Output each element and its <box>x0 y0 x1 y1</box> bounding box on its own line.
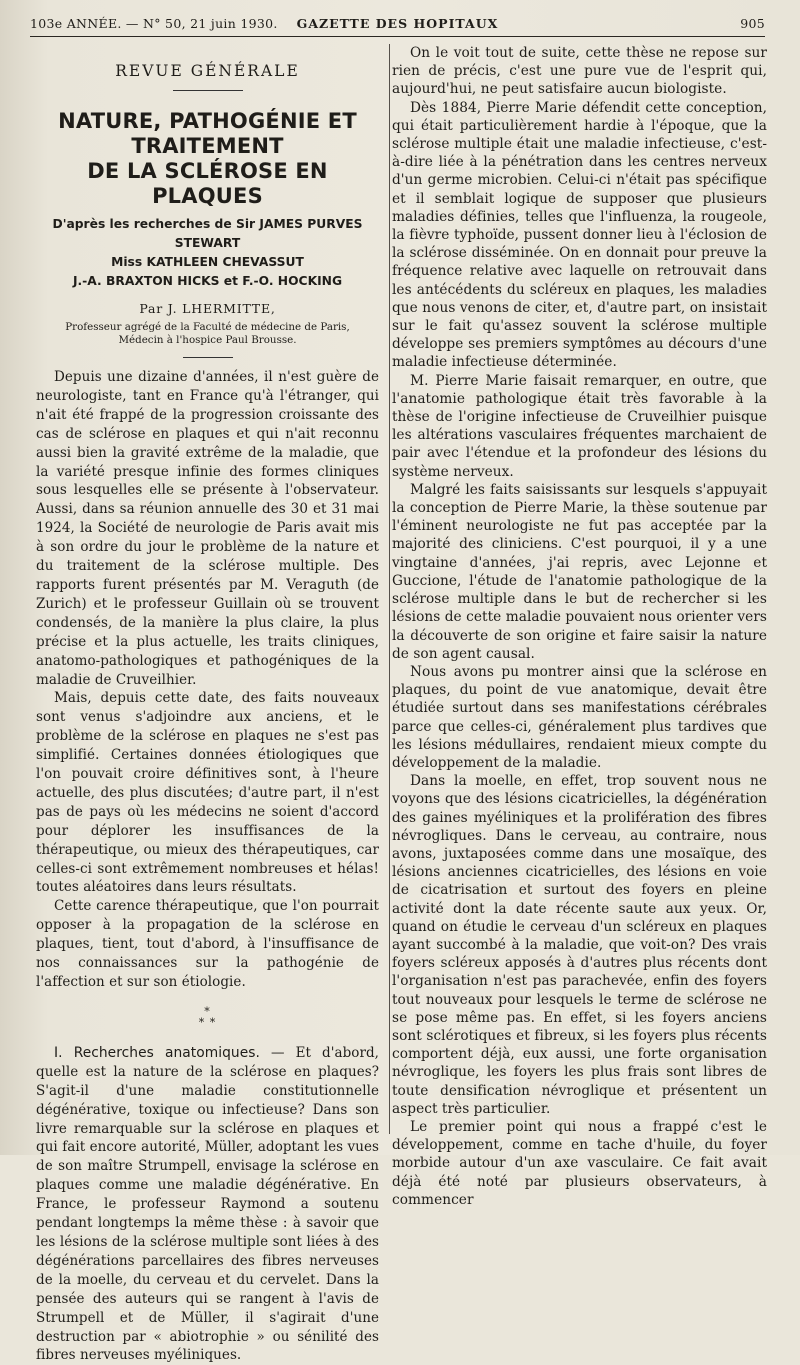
article-title-line-2: DE LA SCLÉROSE EN PLAQUES <box>87 159 328 208</box>
section-rule <box>173 90 243 91</box>
affiliation-line-2: Médecin à l'hospice Paul Brousse. <box>118 334 297 346</box>
running-header <box>30 14 765 34</box>
article-title <box>36 109 379 209</box>
byline-rule <box>183 357 233 358</box>
authors-line-3: J.-A. BRAXTON HICKS et F.-O. HOCKING <box>72 274 343 288</box>
paragraph-with-subhead <box>36 1044 379 1365</box>
authors <box>36 215 379 291</box>
right-column <box>392 44 767 1209</box>
byline: Par J. LHERMITTE, <box>139 301 276 316</box>
right-body <box>392 44 767 1209</box>
paragraph-text: — Et d'abord, quelle est la nature de la sclérose en plaques? S'agit-il d'une maladie constitutionnelle dégénérative, toxique ou infectieuse? Dans son livre remarquable sur la sclérose en plaques et qui fait encore autorité, Müller, adoptant les vues de son maître Strumpell, envisage la sclérose en plaques comme une maladie dégénérative. En France, le professeur Raymond a soutenu pendant longtemps la même thèse : à savoir que les lésions de la sclérose multiple sont liées à des dégénérations parcellaires des fibres nerveuses de la moelle, du cerveau et du cervelet. Dans la pensée des auteurs qui se rangent à l'avis de Strumpell et de Müller, il s'agirait d'une destruction par « abiotrophie » ou sénilité des fibres nerveuses myéliniques. <box>36 1044 379 1364</box>
paragraph: Mais, depuis cette date, des faits nouveaux sont venus s'adjoindre aux anciens, et le problème de la sclérose en plaques ne s'est pas simplifié. Certaines données étiologiques que l'on pouvait croire définitives sont, à l'heure actuelle, des plus discutées; d'autre part, il n'est pas de pays où les médecins ne soient d'accord pour déplorer les insuffisances de la thérapeutique, ou mieux des thérapeutiques, car celles-ci sont extrêmement nombreuses et hélas! toutes aléatoires dans leurs résultats. <box>36 690 379 896</box>
paragraph: Le premier point qui nous a frappé c'est le développement, comme en tache d'huile, du foyer morbide autour d'un axe vasculaire. Ce fait avait déjà été noté par plusieurs observateurs, à commencer <box>392 1118 767 1208</box>
page-number: 905 <box>740 16 765 31</box>
paragraph: Dans la moelle, en effet, trop souvent nous ne voyons que des lésions cicatricielles, la dégénération des gaines myéliniques et la prolifération des fibres névrogliques. Dans le cerveau, au contraire, nous avons, juxtaposées comme dans une mosaïque, des lésions anciennes cicatricielles, des lésions en voie de cicatrisation et surtout des foyers en pleine activité dont la date récente saute aux yeux. Or, quand on étudie le cerveau d'un scléreux en plaques ayant succombé à la maladie, que voit-on? Des vrais foyers scléreux apposés à d'autres plus récents dont l'organisation n'est pas parachevée, enfin des foyers tout nouveaux pour lesquels le terme de sclérose ne se pose même pas. En effet, si les foyers anciens sont sclérotiques et fibreux, si les foyers plus récents comportent déjà, eux aussi, une forte organisation névroglique, les foyers les plus frais sont libres de toute densification névroglique et présentent un aspect très particulier. <box>392 773 767 1117</box>
paragraph: M. Pierre Marie faisait remarquer, en outre, que l'anatomie pathologique était très favorable à la thèse de l'origine infectieuse de Cruveilhier puisque les altérations vasculaires fréquentes marchaient de pair avec l'étendue et la profondeur des lésions du système nerveux. <box>392 372 767 480</box>
paragraph: Depuis une dizaine d'années, il n'est guère de neurologiste, tant en France qu'à l'étranger, qui n'ait été frappé de la progression croissante des cas de sclérose en plaques et qui n'ait reconnu aussi bien la gravité extrême de la maladie, que la variété presque infinie des formes cliniques sous lesquelles elle se présente à l'observateur. Aussi, dans sa réunion annuelle des 30 et 31 mai 1924, la Société de neurologie de Paris avait mis à son ordre du jour le problème de la nature et du traitement de la sclérose multiple. Des rapports furent présentés par M. Veraguth (de Zurich) et le professeur Guillain où se trouvent condensés, de la manière la plus claire, la plus précise et la plus actuelle, les traits cliniques, anatomo-pathologiques et pathogéniques de la maladie de Cruveilhier. <box>36 369 379 688</box>
asterism: * * * <box>198 1004 217 1029</box>
left-column <box>36 44 379 1365</box>
column-divider <box>389 44 390 1134</box>
paragraph: Dès 1884, Pierre Marie défendit cette conception, qui était particulièrement hardie à l'époque, que la sclérose multiple était une maladie infectieuse, c'est-à-dire liée à la pénétration dans les centres nerveux d'un germe microbien. Celui-ci n'était pas spécifique et il semblait logique de supposer que plusieurs maladies définies, telles que l'influenza, la rougeole, la fièvre typhoïde, pussent donner lieu à l'éclosion de la sclérose disséminée. On en donnait pour preuve la fréquence relative avec laquelle on retrouvait dans les antécédents du scléreux en plaques, les maladies que nous venons de citer, et, d'autre part, on insistait sur le fait qu'assez souvent la sclérose multiple développe ses premiers symptômes au décours d'une maladie infectieuse déterminée. <box>392 99 767 371</box>
article-title-line-1: NATURE, PATHOGÉNIE ET TRAITEMENT <box>58 109 357 158</box>
paragraph: Malgré les faits saisissants sur lesquels s'appuyait la conception de Pierre Marie, la thèse soutenue par l'éminent neurologiste ne fut pas acceptée par la majorité des cliniciens. C'est pourquoi, il y a une vingtaine d'années, j'ai repris, avec Lejonne et Guccione, l'étude de l'anatomie pathologique de la sclérose multiple dans le but de rechercher si les lésions de cette maladie pouvaient nous orienter vers la découverte de son origine et faire saisir la nature de son agent causal. <box>392 481 767 662</box>
affiliation <box>36 321 379 347</box>
paragraph: Nous avons pu montrer ainsi que la sclérose en plaques, du point de vue anatomique, devait être étudiée surtout dans ses manifestations cérébrales parce que celles-ci, généralement plus tardives que les lésions médullaires, rendaient mieux compte du développement de la maladie. <box>392 663 767 771</box>
authors-line-1: D'après les recherches de Sir JAMES PURVES STEWART <box>52 217 363 250</box>
authors-line-2: Miss KATHLEEN CHEVASSUT <box>111 255 304 269</box>
left-body <box>36 368 379 1365</box>
subhead: I. Recherches anatomiques. <box>54 1044 260 1061</box>
paragraph: Cette carence thérapeutique, que l'on pourrait opposer à la propagation de la sclérose en plaques, tient, tout d'abord, à l'insuffisance de nos connaissances sur la pathogénie de l'affection et sur son étiologie. <box>36 898 379 990</box>
section-title: REVUE GÉNÉRALE <box>115 62 300 80</box>
journal-name: GAZETTE DES HOPITAUX <box>296 16 499 31</box>
affiliation-line-1: Professeur agrégé de la Faculté de médecine de Paris, <box>65 321 350 333</box>
paragraph: On le voit tout de suite, cette thèse ne repose sur rien de précis, c'est une pure vue de l'esprit qui, aujourd'hui, ne peut satisfaire aucun biologiste. <box>392 45 767 98</box>
issue-info: 103e ANNÉE. — N° 50, 21 juin 1930. <box>30 16 278 31</box>
header-rule <box>30 36 765 37</box>
